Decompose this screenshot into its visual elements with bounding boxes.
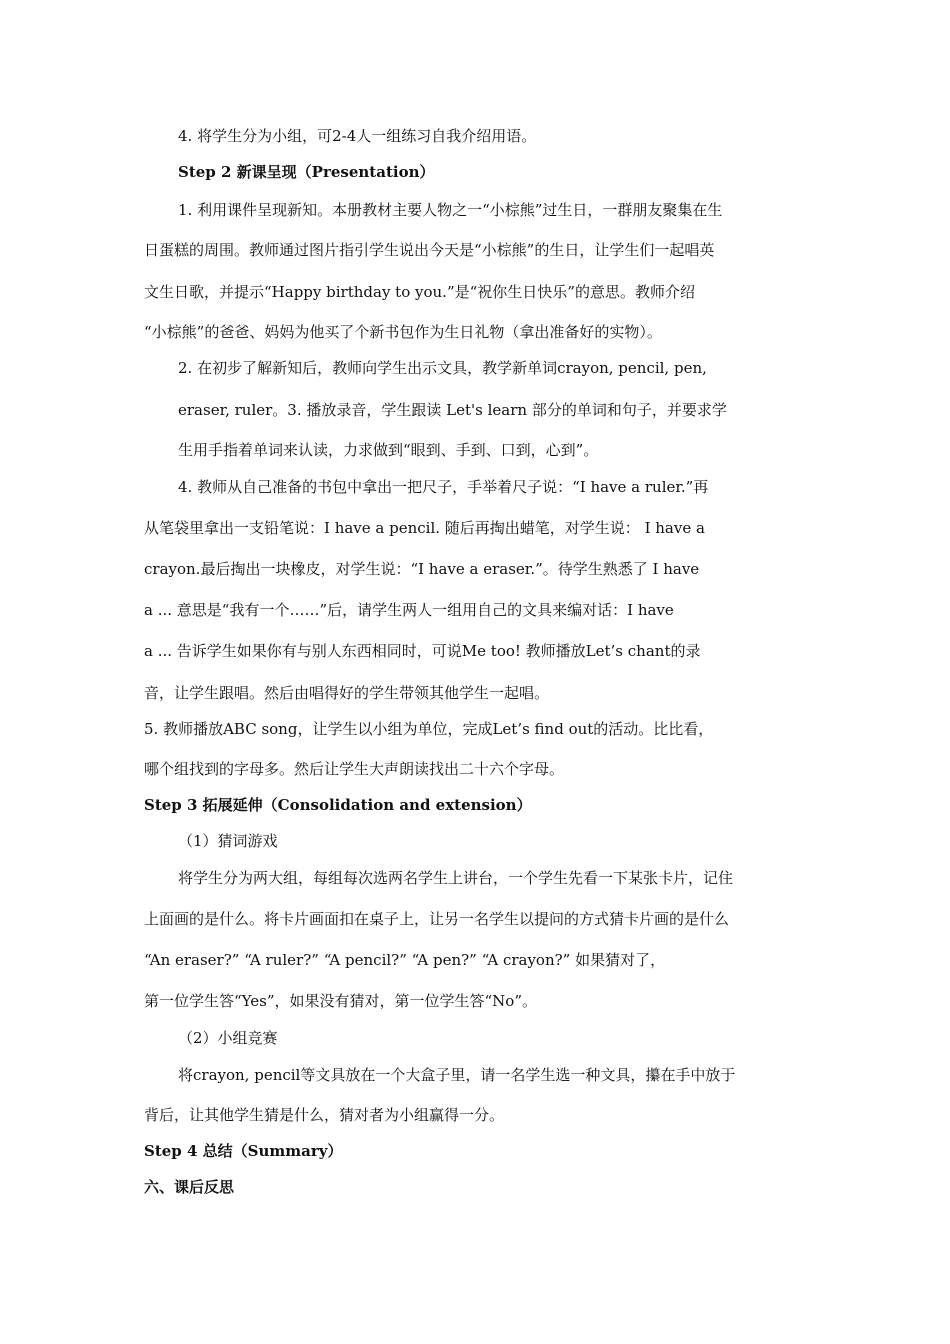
section-heading-reflection: 六、课后反思 bbox=[144, 1178, 235, 1196]
text-line: 将crayon, pencil等文具放在一个大盒子里，请一名学生选一种文具，攥在手中放于 bbox=[178, 1066, 736, 1084]
text-line: 背后，让其他学生猜是什么，猜对者为小组赢得一分。 bbox=[144, 1106, 505, 1124]
section-heading-step4: Step 4 总结（Summary） bbox=[144, 1142, 343, 1160]
text-line: 将学生分为两大组，每组每次选两名学生上讲台，一个学生先看一下某张卡片，记住 bbox=[178, 869, 734, 887]
text-line: crayon.最后掏出一块橡皮，对学生说：“I have a eraser.”。待学生熟悉了 I have bbox=[144, 560, 700, 578]
subheading-guess-game: （1）猜词游戏 bbox=[178, 832, 278, 850]
text-line: a ... 意思是“我有一个……”后，请学生两人一组用自己的文具来编对话：I have bbox=[144, 601, 674, 619]
text-line: 文生日歌，并提示“Happy birthday to you.”是“祝你生日快乐”的意思。教师介绍 bbox=[144, 283, 695, 301]
text-line: 5. 教师播放ABC song，让学生以小组为单位，完成Let’s find out的活动。比比看， bbox=[144, 720, 714, 738]
text-line: 日蛋糕的周围。教师通过图片指引学生说出今天是“小棕熊”的生日，让学生们一起唱英 bbox=[144, 241, 715, 259]
text-line: eraser, ruler。3. 播放录音，学生跟读 Let's learn 部分的单词和句子，并要求学 bbox=[178, 401, 727, 419]
text-line: “An eraser?” “A ruler?” “A pencil?” “A pen?” “A crayon?” 如果猜对了， bbox=[144, 951, 666, 969]
text-line: 音，让学生跟唱。然后由唱得好的学生带领其他学生一起唱。 bbox=[144, 684, 550, 702]
text-line: 哪个组找到的字母多。然后让学生大声朗读找出二十六个字母。 bbox=[144, 760, 565, 778]
text-line: 第一位学生答“Yes”，如果没有猜对，第一位学生答“No”。 bbox=[144, 992, 538, 1010]
text-line: 4. 教师从自己准备的书包中拿出一把尺子，手举着尺子说：“I have a ruler.”再 bbox=[178, 478, 709, 496]
subheading-group-contest: （2）小组竞赛 bbox=[178, 1029, 278, 1047]
text-line: 上面画的是什么。将卡片画面扣在桌子上，让另一名学生以提问的方式猜卡片画的是什么 bbox=[144, 910, 730, 928]
text-line: 4. 将学生分为小组，可2-4人一组练习自我介绍用语。 bbox=[178, 127, 537, 145]
text-line: 2. 在初步了解新知后，教师向学生出示文具，教学新单词crayon, pencil, pen, bbox=[178, 359, 707, 377]
text-line: a ... 告诉学生如果你有与别人东西相同时，可说Me too! 教师播放Let’s chant的录 bbox=[144, 642, 701, 660]
text-line: 从笔袋里拿出一支铅笔说：I have a pencil. 随后再掏出蜡笔，对学生说： I have a bbox=[144, 519, 705, 537]
section-heading-step2: Step 2 新课呈现（Presentation） bbox=[178, 163, 435, 181]
text-line: “小棕熊”的爸爸、妈妈为他买了个新书包作为生日礼物（拿出准备好的实物）。 bbox=[144, 323, 662, 341]
section-heading-step3: Step 3 拓展延伸（Consolidation and extension） bbox=[144, 796, 532, 814]
text-line: 1. 利用课件呈现新知。本册教材主要人物之一“小棕熊”过生日，一群朋友聚集在生 bbox=[178, 201, 723, 219]
text-line: 生用手指着单词来认读，力求做到“眼到、手到、口到，心到”。 bbox=[178, 441, 599, 459]
